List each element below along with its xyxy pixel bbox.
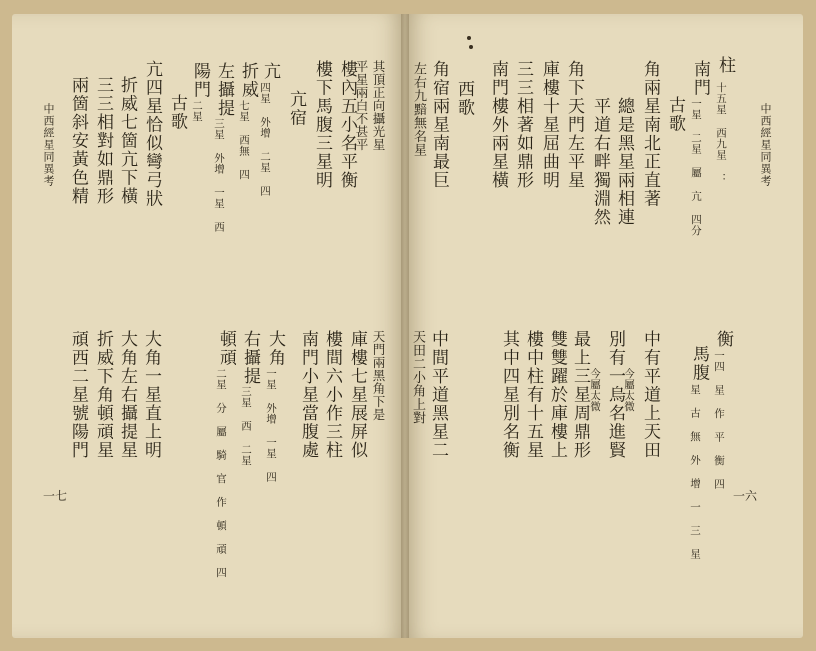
column-note: 一星 外增 一星 四 <box>265 368 277 483</box>
column-note: 七星 西無 四 <box>238 100 250 180</box>
column-text: 亢四星恰似彎弓狀 <box>142 60 162 208</box>
column-text: 庫樓七星展屏似 <box>347 330 367 460</box>
column-text: 右攝提 <box>240 330 260 386</box>
column-text: 左右九黯無名星 <box>411 62 426 157</box>
column-text: 中間平道黑星二 <box>428 330 448 460</box>
column-text: 古歌 <box>167 94 187 131</box>
column-text: 大角一星直上明 <box>141 330 161 460</box>
column-text: 天門兩黑角下是 <box>371 330 386 421</box>
column-text: 別有一烏名進賢 <box>605 330 625 460</box>
column-text: 三三相對如鼎形 <box>93 76 113 206</box>
column-note: 一四 星 作 平 衡 四 <box>713 350 725 490</box>
column-text: 左攝提 <box>214 62 234 118</box>
column-text: 折威 <box>238 62 258 99</box>
column-text: 總是黑星兩相連 <box>614 97 634 227</box>
column-text: 頓頑 <box>216 330 236 367</box>
column-text: 角宿兩星南最巨 <box>429 60 449 190</box>
column-text: 折威下角頓頑星 <box>93 330 113 460</box>
column-note: 二星 分 屬 騎 官 作 頓 頑 四 <box>215 368 227 578</box>
book-gutter <box>401 14 409 638</box>
column-text: 三三相著如鼎形 <box>513 60 533 190</box>
column-text: 樓中柱有十五星 <box>523 330 543 460</box>
column-note: 今屬太微 <box>589 368 601 412</box>
column-text: 角下天門左平星 <box>564 60 584 190</box>
column-text: 大角左右攝提星 <box>117 330 137 460</box>
column-text: 柱 <box>715 56 735 75</box>
column-text: 亢 <box>260 62 280 81</box>
column-text: 古歌 <box>665 96 685 133</box>
column-note: 今屬太微 <box>623 368 635 412</box>
column-text: 平道右畔獨淵然 <box>590 97 610 227</box>
column-text: 西歌 <box>454 80 474 117</box>
right-page-number: 一六 <box>733 489 758 503</box>
column-text: 樓下馬腹三星明 <box>312 60 332 190</box>
column-note: 十五星 西九星 ： <box>715 82 727 184</box>
column-text: 其中四星別名衡 <box>499 330 519 460</box>
column-note: 三星 外增 一星 西 <box>213 118 225 233</box>
column-text: 樓間六小作三柱 <box>322 330 342 460</box>
column-text: 兩箇斜安黃色精 <box>68 76 88 206</box>
column-note: 三星 西 二星 <box>240 386 252 466</box>
column-text: 角兩星南北正直著 <box>640 60 660 208</box>
ink-spot <box>467 36 471 40</box>
column-text: 大角 <box>265 330 285 367</box>
column-text: 折威七箇亢下橫 <box>117 76 137 206</box>
column-text: 庫樓十星屈曲明 <box>539 60 559 190</box>
column-text: 亢宿 <box>286 90 306 127</box>
ink-spot <box>469 45 473 49</box>
column-text: 平星兩白不甚平 <box>354 60 369 151</box>
column-text: 南門小星當腹處 <box>298 330 318 460</box>
column-note: 二星 <box>191 100 203 122</box>
column-text: 其頂正向攝光星 <box>371 60 386 151</box>
column-text: 中有平道上天田 <box>640 330 660 460</box>
column-text: 最上三星周鼎形 <box>570 330 590 460</box>
left-page-number: 一七 <box>43 489 68 503</box>
column-text: 馬腹 <box>689 345 709 382</box>
left-running-title: 中西經星同異考 <box>42 103 55 187</box>
column-text: 樓內五小名平衡 <box>337 60 357 190</box>
column-note: 星 古 無 外 增 一 三 星 <box>689 384 701 560</box>
column-text: 南門 <box>690 60 710 97</box>
column-text: 南門樓外兩星橫 <box>488 60 508 190</box>
column-note: 四星 外增 二星 四 <box>259 82 271 197</box>
column-note: 一星 二星 屬 亢 四分 <box>690 98 702 236</box>
right-running-title: 中西經星同異考 <box>759 103 772 187</box>
column-text: 衡 <box>713 330 733 349</box>
column-text: 陽門 <box>190 62 210 99</box>
column-text: 雙雙躍於庫樓上 <box>547 330 567 460</box>
column-text: 頑西二星號陽門 <box>68 330 88 460</box>
column-text: 天田二小角上對 <box>410 330 425 425</box>
